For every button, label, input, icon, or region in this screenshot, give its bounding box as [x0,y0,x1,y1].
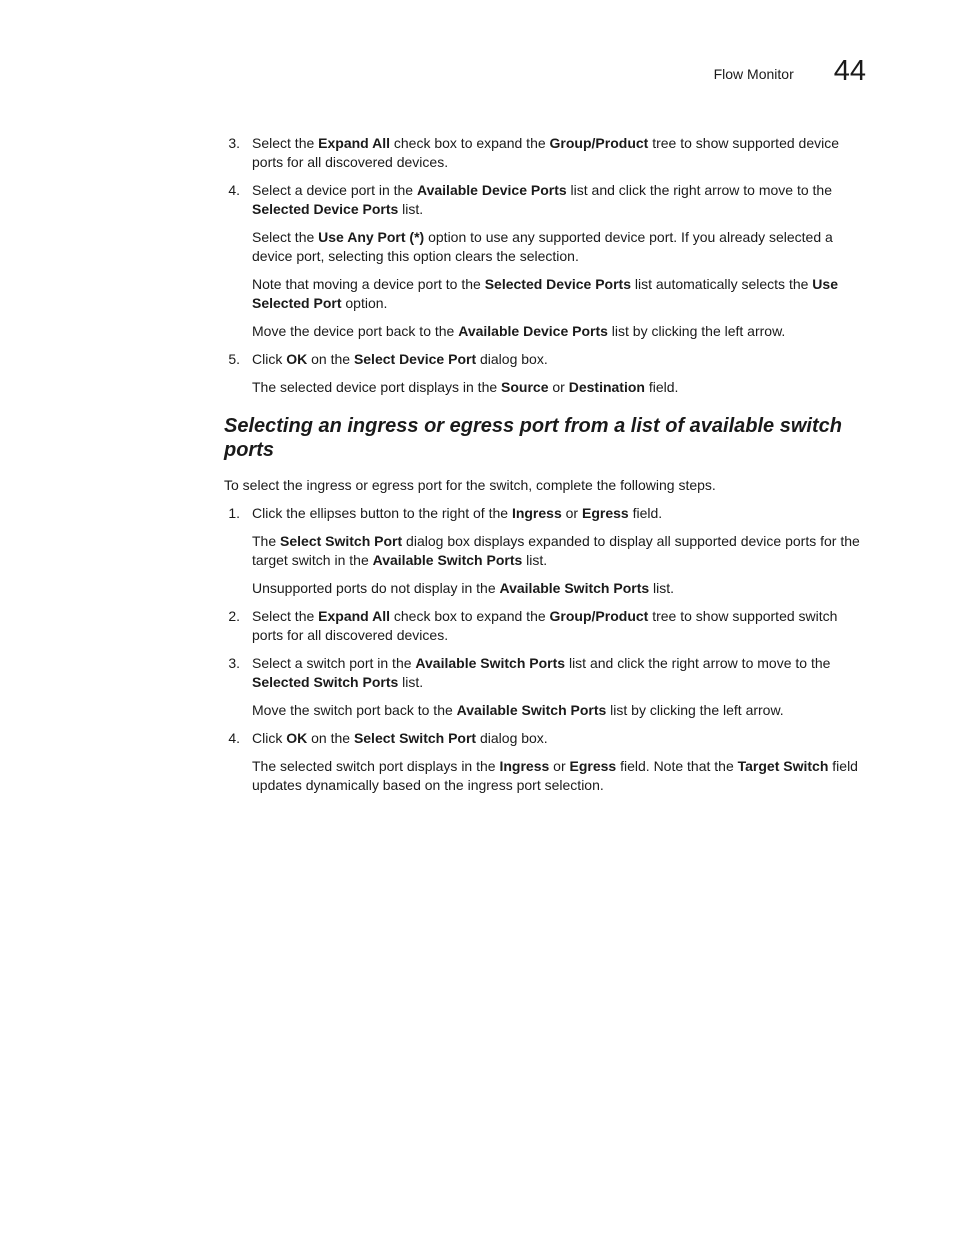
text-run: dialog box. [476,730,548,746]
text-run: or [548,379,569,395]
text-run: Select the [252,608,319,624]
chapter-number: 44 [833,55,866,87]
step-number: 4. [228,182,240,198]
text-run: check box to expand the [389,135,550,151]
text-run: Click the ellipses button to the right of the [252,505,512,521]
text-run: on the [307,351,354,367]
text-run: field. [628,505,663,521]
step-note [224,228,864,266]
text-run: field updates dynamically based on the ingress port selection. [252,758,858,793]
step-number: 5. [228,351,240,367]
step-text [252,350,864,369]
text-run: list and click the right arrow to move to the [566,182,833,198]
ui-term: Available Device Ports [458,323,608,339]
text-run: Select the [252,135,319,151]
text-run: list by clicking the left arrow. [607,323,786,339]
step-text [252,532,864,570]
step-note [224,701,864,720]
ui-term: Use Selected Port [252,276,838,311]
text-run: check box to expand the [389,608,550,624]
procedure-device-ports [224,134,864,397]
step-text [252,579,864,598]
section-heading: Selecting an ingress or egress port from a list of available switch ports [224,415,842,461]
step-item [224,607,864,645]
ui-term: Source [501,379,549,395]
text-run: Select a device port in the [252,182,417,198]
text-run: list. [398,201,424,217]
ui-term: OK [286,730,308,746]
step-item [224,134,864,172]
ui-term: Available Switch Ports [456,702,607,718]
text-run: Move the switch port back to the [252,702,457,718]
step-text [252,729,864,748]
text-run: Click [252,351,287,367]
ui-term: Group/Product [549,608,649,624]
step-text [252,275,864,313]
step-number: 4. [228,730,240,746]
step-number: 2. [228,608,240,624]
ui-term: Select Switch Port [280,533,403,549]
page-content [224,134,864,804]
ui-term: Egress [569,758,617,774]
text-run: list and click the right arrow to move to the [565,655,831,671]
text-run: Click [252,730,287,746]
ui-term: Group/Product [549,135,649,151]
ui-term: Target Switch [737,758,829,774]
ui-term: Egress [581,505,629,521]
step-text [252,654,864,692]
step-text [252,701,864,720]
text-run: field. [644,379,679,395]
text-run: Select a switch port in the [252,655,416,671]
text-run: list automatically selects the [631,276,813,292]
step-item [224,350,864,369]
text-run: list by clicking the left arrow. [606,702,784,718]
text-run: list. [398,674,424,690]
ui-term: Ingress [511,505,562,521]
step-text [252,504,864,523]
text-run: Move the device port back to the [252,323,459,339]
text-run: The selected device port displays in the [252,379,502,395]
text-run: list. [649,580,675,596]
text-run: on the [307,730,354,746]
text-run: tree to show supported switch ports for all discovered devices. [252,608,838,643]
step-note [224,322,864,341]
procedure-switch-ports [224,504,864,795]
ui-term: Available Device Ports [417,182,567,198]
step-text [252,134,864,172]
text-run: The selected switch port displays in the [252,758,500,774]
step-note [224,532,864,570]
step-number: 3. [228,655,240,671]
text-run: Unsupported ports do not display in the [252,580,500,596]
step-note [224,275,864,313]
step-note [224,579,864,598]
text-run: or [549,758,570,774]
ui-term: OK [286,351,308,367]
text-run: field. Note that the [616,758,738,774]
step-number: 1. [228,505,240,521]
ui-term: Use Any Port (*) [318,229,425,245]
ui-term: Available Switch Ports [499,580,650,596]
ui-term: Destination [568,379,645,395]
section-title: Flow Monitor [713,66,794,82]
ui-term: Ingress [499,758,550,774]
text-run: list. [522,552,548,568]
ui-term: Select Device Port [353,351,477,367]
ui-term: Select Switch Port [353,730,477,746]
step-text [252,181,864,219]
ui-term: Available Switch Ports [415,655,566,671]
text-run: option. [341,295,388,311]
ui-term: Selected Device Ports [484,276,631,292]
step-text [252,378,864,397]
text-run: tree to show supported device ports for all discovered devices. [252,135,839,170]
text-run: dialog box displays expanded to display all supported device ports for the target switch in the [252,533,860,568]
text-run: The [252,533,281,549]
step-text [252,228,864,266]
step-text [252,607,864,645]
step-note [224,757,864,795]
step-text [252,757,864,795]
ui-term: Available Switch Ports [372,552,523,568]
ui-term: Selected Switch Ports [252,674,399,690]
step-number: 3. [228,135,240,151]
ui-term: Expand All [318,608,390,624]
intro-paragraph: To select the ingress or egress port for the switch, complete the following steps. [224,477,716,493]
step-note [224,378,864,397]
ui-term: Expand All [318,135,390,151]
page-header [714,56,866,86]
step-item [224,729,864,748]
step-item [224,181,864,219]
ui-term: Selected Device Ports [252,201,399,217]
text-run: option to use any supported device port. If you already selected a device port, selecting this option clears the selection. [252,229,833,264]
step-text [252,322,864,341]
step-item [224,504,864,523]
text-run: Note that moving a device port to the [252,276,485,292]
text-run: or [561,505,582,521]
text-run: Select the [252,229,319,245]
text-run: dialog box. [476,351,548,367]
step-item [224,654,864,692]
